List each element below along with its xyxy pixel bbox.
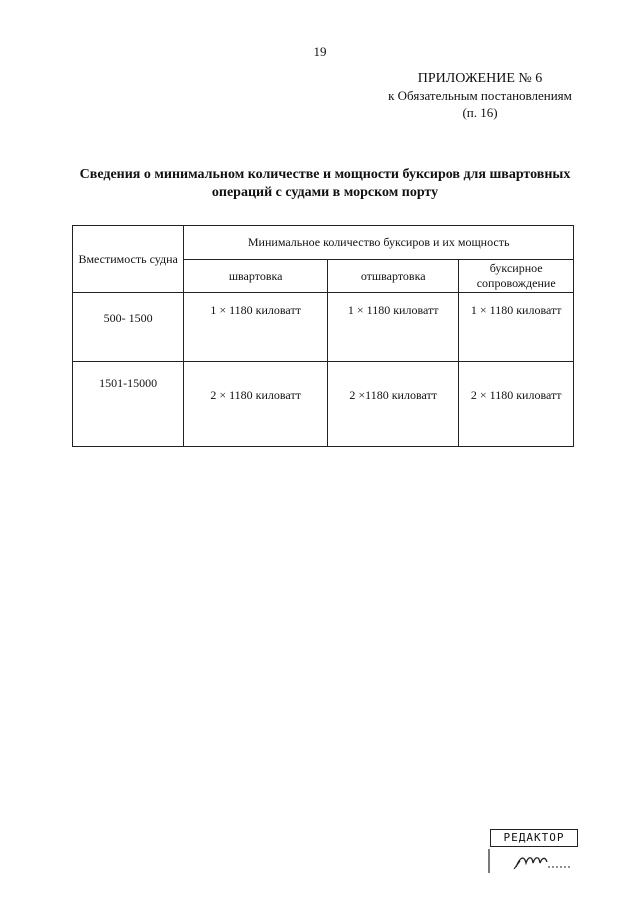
vessel-capacity-header: Вместимость судна (73, 226, 184, 293)
appendix-title: ПРИЛОЖЕНИЕ № 6 (417, 71, 543, 86)
unmooring-header: отшвартовка (327, 260, 458, 293)
unmooring-cell: 2 ×1180 киловатт (327, 362, 458, 447)
table-row (73, 293, 574, 362)
towing-escort-cell: 1 × 1180 киловатт (459, 293, 574, 362)
editor-stamp-label: РЕДАКТОР (490, 829, 578, 847)
document-title-line-1: Сведения о минимальном количестве и мощности буксиров для швартовных (79, 167, 571, 182)
table-row (73, 362, 574, 447)
vessel-capacity-cell: 500- 1500 (73, 293, 184, 362)
table-header-row (73, 226, 574, 260)
document-title (60, 166, 590, 202)
appendix-paragraph: (п. 16) (462, 105, 498, 120)
towing-escort-header: буксирное сопровождение (459, 260, 574, 293)
appendix-reference: к Обязательным постановлениям (388, 88, 572, 103)
editor-signature-icon (486, 827, 578, 875)
appendix-block (370, 70, 590, 121)
editor-stamp (486, 827, 578, 875)
vessel-capacity-cell: 1501-15000 (73, 362, 184, 447)
mooring-cell: 2 × 1180 киловатт (184, 362, 328, 447)
tug-requirements-table (72, 225, 574, 447)
towing-escort-cell: 2 × 1180 киловатт (459, 362, 574, 447)
document-title-line-2: операций с судами в морском порту (211, 185, 439, 200)
mooring-header: швартовка (184, 260, 328, 293)
mooring-cell: 1 × 1180 киловатт (184, 293, 328, 362)
tug-count-power-header: Минимальное количество буксиров и их мощность (184, 226, 574, 260)
page-number: 19 (313, 44, 327, 59)
unmooring-cell: 1 × 1180 киловатт (327, 293, 458, 362)
